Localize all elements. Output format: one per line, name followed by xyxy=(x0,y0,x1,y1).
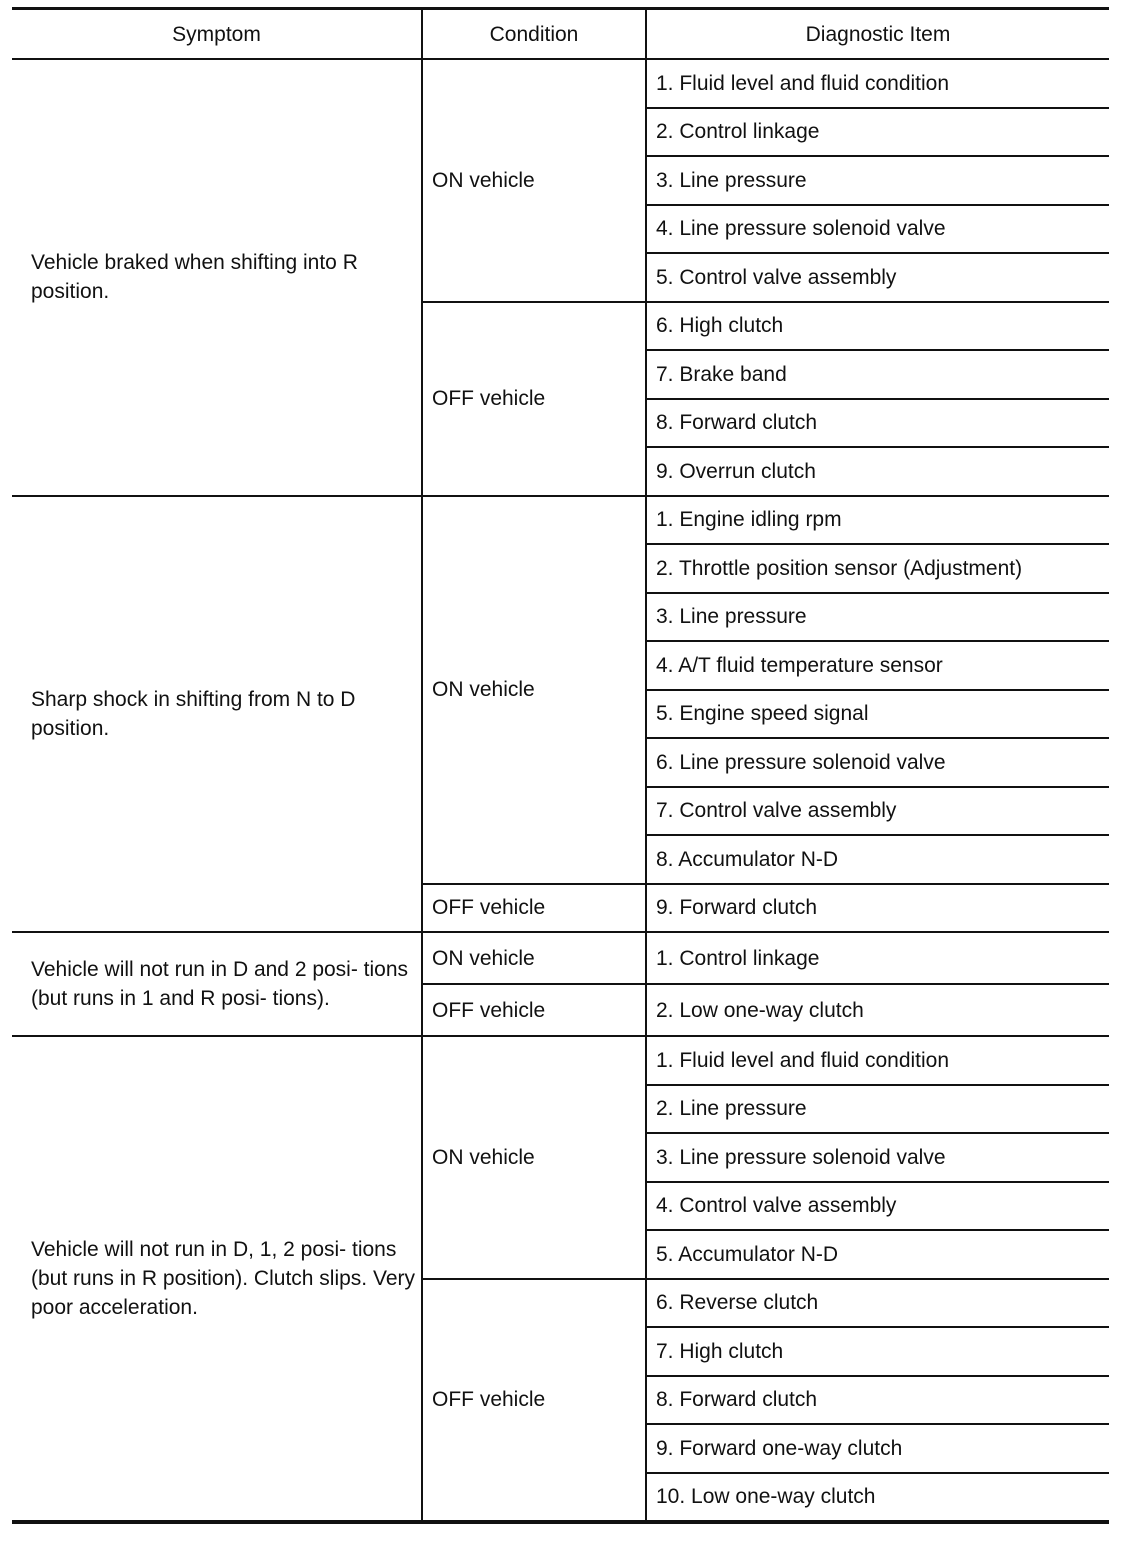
diagnostic-item-cell: 3. Line pressure solenoid valve xyxy=(646,1133,1109,1182)
header-row xyxy=(12,9,1109,60)
header-symptom: Symptom xyxy=(12,9,422,60)
diagnostic-table xyxy=(12,7,1109,1524)
diagnostic-item-cell: 3. Line pressure xyxy=(646,156,1109,205)
diagnostic-item-cell: 4. Control valve assembly xyxy=(646,1182,1109,1231)
table-row xyxy=(12,1036,1109,1085)
header-condition: Condition xyxy=(422,9,646,60)
condition-cell: OFF vehicle xyxy=(422,884,646,933)
diagnostic-item-cell: 8. Accumulator N-D xyxy=(646,835,1109,884)
diagnostic-item-cell: 2. Low one-way clutch xyxy=(646,984,1109,1036)
diagnostic-item-cell: 9. Forward one-way clutch xyxy=(646,1424,1109,1473)
diagnostic-item-cell: 9. Overrun clutch xyxy=(646,447,1109,496)
condition-cell: ON vehicle xyxy=(422,59,646,302)
diagnostic-item-cell: 7. High clutch xyxy=(646,1327,1109,1376)
table-body xyxy=(12,59,1109,1522)
table-row xyxy=(12,496,1109,545)
diagnostic-item-cell: 5. Control valve assembly xyxy=(646,253,1109,302)
diagnostic-item-cell: 8. Forward clutch xyxy=(646,1376,1109,1425)
diagnostic-item-cell: 2. Throttle position sensor (Adjustment) xyxy=(646,544,1109,593)
table-row xyxy=(12,59,1109,108)
diagnostic-item-cell: 2. Line pressure xyxy=(646,1085,1109,1134)
table-row xyxy=(12,932,1109,984)
diagnostic-item-cell: 1. Fluid level and fluid condition xyxy=(646,59,1109,108)
symptom-cell: Vehicle will not run in D and 2 posi- tions (but runs in 1 and R posi- tions). xyxy=(12,932,422,1036)
diagnostic-item-cell: 1. Engine idling rpm xyxy=(646,496,1109,545)
symptom-cell: Sharp shock in shifting from N to D position. xyxy=(12,496,422,933)
diagnostic-item-cell: 1. Control linkage xyxy=(646,932,1109,984)
symptom-cell: Vehicle braked when shifting into R position. xyxy=(12,59,422,496)
diagnostic-item-cell: 2. Control linkage xyxy=(646,108,1109,157)
diagnostic-item-cell: 7. Brake band xyxy=(646,350,1109,399)
diagnostic-item-cell: 5. Accumulator N-D xyxy=(646,1230,1109,1279)
diagnostic-item-cell: 6. Reverse clutch xyxy=(646,1279,1109,1328)
diagnostic-item-cell: 6. High clutch xyxy=(646,302,1109,351)
diagnostic-item-cell: 3. Line pressure xyxy=(646,593,1109,642)
condition-cell: OFF vehicle xyxy=(422,302,646,496)
condition-cell: OFF vehicle xyxy=(422,984,646,1036)
condition-cell: ON vehicle xyxy=(422,1036,646,1279)
condition-cell: ON vehicle xyxy=(422,496,646,884)
header-diagnostic-item: Diagnostic Item xyxy=(646,9,1109,60)
condition-cell: ON vehicle xyxy=(422,932,646,984)
diagnostic-item-cell: 1. Fluid level and fluid condition xyxy=(646,1036,1109,1085)
symptom-cell: Vehicle will not run in D, 1, 2 posi- tions (but runs in R position). Clutch slips. Very poor acceleration. xyxy=(31,1238,415,1319)
diagnostic-item-cell: 7. Control valve assembly xyxy=(646,787,1109,836)
diagnostic-item-cell: 10. Low one-way clutch xyxy=(646,1473,1109,1523)
diagnostic-item-cell: 4. A/T fluid temperature sensor xyxy=(646,641,1109,690)
diagnostic-item-cell: 5. Engine speed signal xyxy=(646,690,1109,739)
diagnostic-item-cell: 6. Line pressure solenoid valve xyxy=(646,738,1109,787)
diagnostic-item-cell: 9. Forward clutch xyxy=(646,884,1109,933)
condition-cell: OFF vehicle xyxy=(422,1279,646,1523)
diagnostic-item-cell: 8. Forward clutch xyxy=(646,399,1109,448)
diagnostic-item-cell: 4. Line pressure solenoid valve xyxy=(646,205,1109,254)
